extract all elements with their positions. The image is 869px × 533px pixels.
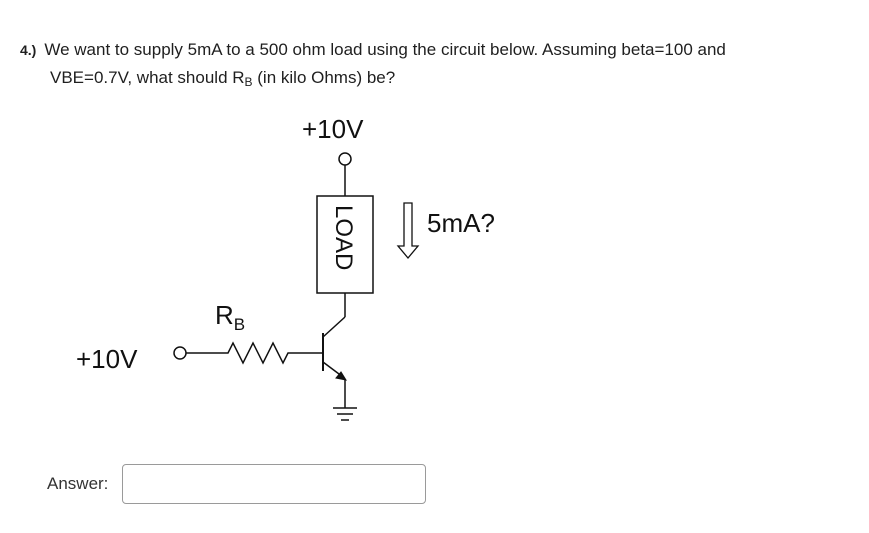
current-label: 5mA? xyxy=(427,208,495,238)
question-line2-suffix: (in kilo Ohms) be? xyxy=(252,68,396,87)
base-resistor xyxy=(185,343,323,363)
question-line1: We want to supply 5mA to a 500 ohm load using the circuit below. Assuming beta=100 and xyxy=(44,40,726,59)
current-arrow-icon xyxy=(398,203,418,258)
top-supply-terminal xyxy=(339,153,351,165)
question-line2-prefix: VBE=0.7V, what should R xyxy=(50,68,245,87)
left-supply-label: +10V xyxy=(76,344,138,374)
resistor-label xyxy=(215,300,245,334)
top-supply-label: +10V xyxy=(302,114,364,144)
answer-label: Answer: xyxy=(47,474,109,493)
resistor-label-sub: B xyxy=(233,315,246,334)
resistor-label-main: R xyxy=(215,300,234,330)
question-number: 4.) xyxy=(20,42,37,58)
question-line2-sub: B xyxy=(244,75,253,89)
answer-input[interactable] xyxy=(122,464,426,504)
load-label: LOAD xyxy=(330,205,357,271)
left-supply-terminal xyxy=(174,347,186,359)
collector-lead xyxy=(323,317,345,337)
